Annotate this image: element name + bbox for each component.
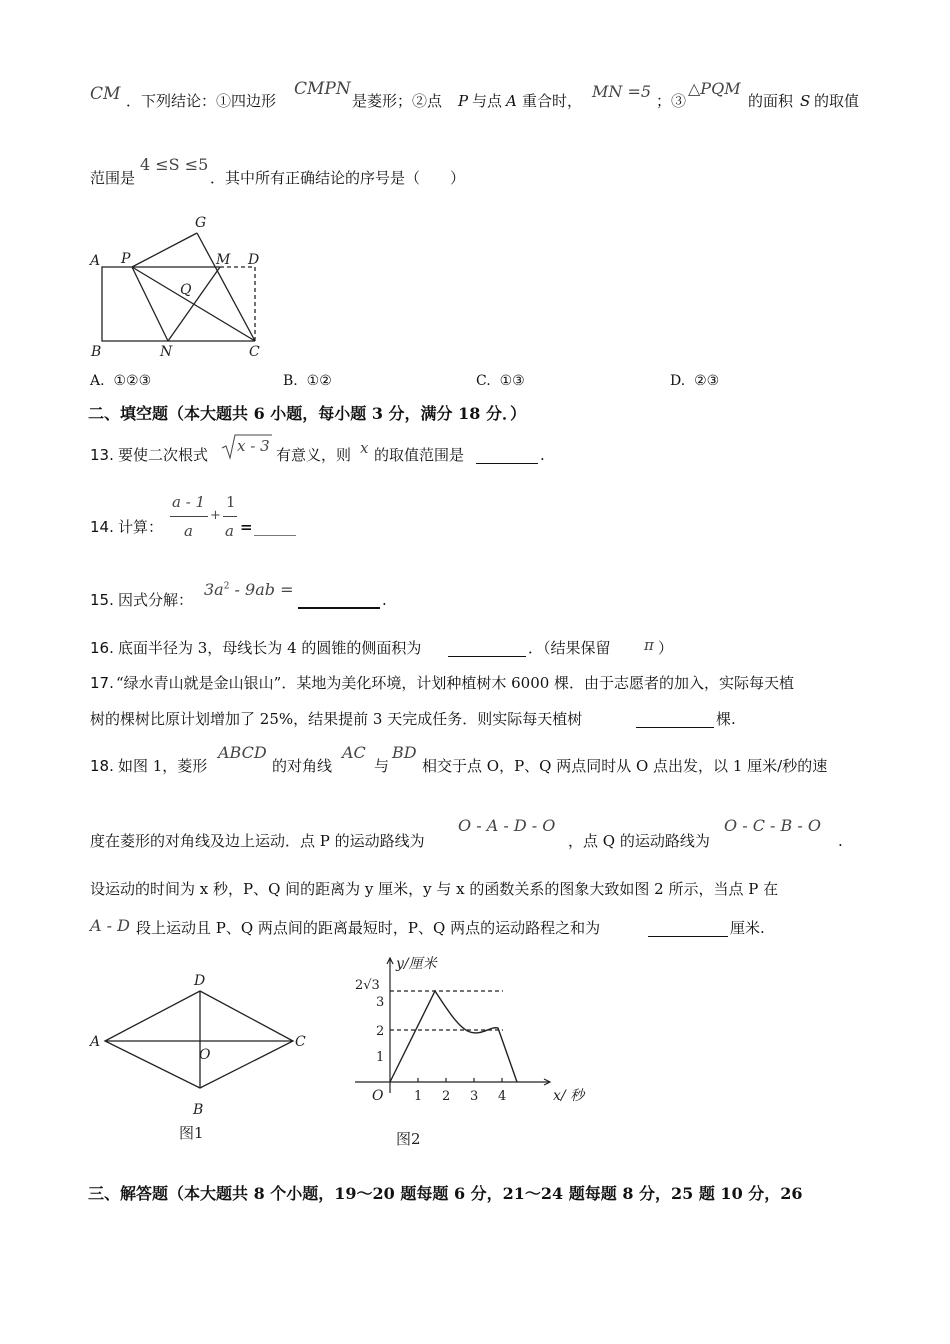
- figure-caption: 图2: [396, 1130, 421, 1148]
- label-o: O: [199, 1047, 211, 1063]
- fraction-numerator: 1: [226, 493, 236, 511]
- var-s: S: [800, 92, 811, 110]
- answer-blank[interactable]: [448, 641, 526, 657]
- text: 重合时，: [522, 92, 583, 110]
- option-label: D.: [670, 373, 686, 389]
- text: 厘米.: [730, 919, 765, 937]
- text: “绿水青山就是金山银山”．某地为美化环境，计划种植树木 6000 棵．由于志愿者的加入，实际每天植: [116, 674, 795, 692]
- label-m: M: [216, 252, 231, 268]
- text: 因式分解：: [118, 591, 194, 609]
- label-n: N: [160, 344, 173, 360]
- text: ．其中所有正确结论的序号是（ ）: [210, 169, 466, 187]
- option-b[interactable]: [283, 374, 332, 388]
- fraction-bar: [170, 516, 208, 517]
- y-tick-1: 1: [376, 1050, 385, 1065]
- origin-label: O: [372, 1088, 384, 1104]
- text: 如图 1，菱形: [118, 757, 208, 775]
- math-pqm: △PQM: [688, 79, 741, 98]
- text: .: [382, 591, 387, 609]
- x-axis-label: x/ 秒: [553, 1088, 585, 1104]
- question-number: 18.: [90, 757, 114, 775]
- answer-blank[interactable]: [636, 712, 714, 728]
- y-tick-top: 2√3: [355, 978, 380, 993]
- text: 与: [374, 757, 390, 775]
- math-ac: AC: [342, 743, 366, 762]
- text: 范围是: [90, 169, 136, 187]
- math-path-p: O - A - D - O: [458, 816, 556, 835]
- q18-line4: [90, 916, 870, 940]
- text: 的对角线: [272, 757, 333, 775]
- math-radicand: x - 3: [237, 437, 270, 455]
- figure-2-graph: [340, 948, 600, 1158]
- text: 底面半径为 3，母线长为 4 的圆锥的侧面积为: [118, 639, 422, 657]
- text: 是菱形；②点: [352, 92, 443, 110]
- section3-heading: 三、解答题（本大题共 8 个小题，19～20 题每题 6 分，21～24 题每题 8 分，25 题 10 分，26: [88, 1184, 803, 1203]
- text: 有意义，则: [276, 446, 352, 464]
- math-bd: BD: [392, 743, 417, 762]
- x-tick-3: 3: [470, 1089, 479, 1104]
- question-number: 14.: [90, 518, 114, 536]
- text: .: [540, 446, 545, 464]
- fraction-denominator: a: [184, 522, 193, 540]
- label-a: A: [90, 1034, 101, 1050]
- answer-blank[interactable]: [298, 607, 380, 609]
- answer-blank[interactable]: [254, 520, 296, 536]
- y-tick-2: 2: [376, 1024, 385, 1039]
- math-path-q: O - C - B - O: [724, 816, 821, 835]
- answer-blank[interactable]: [648, 921, 728, 937]
- label-c: C: [295, 1034, 306, 1050]
- option-c[interactable]: [476, 374, 525, 388]
- q12-figure: [85, 208, 280, 363]
- label-a: A: [90, 253, 101, 269]
- label-c: C: [249, 344, 260, 360]
- math-cm: CM: [90, 84, 121, 104]
- q18-line1: [90, 744, 870, 776]
- option-d[interactable]: [670, 374, 719, 388]
- y-tick-3: 3: [376, 995, 385, 1010]
- question-number: 16.: [90, 639, 114, 657]
- text: 计算：: [118, 518, 164, 536]
- math-ad: A - D: [90, 916, 130, 935]
- option-value: ①②③: [113, 373, 152, 389]
- figure-caption: 图1: [179, 1124, 204, 1142]
- option-a[interactable]: [90, 374, 151, 388]
- option-value: ①③: [499, 373, 525, 389]
- question-number: 15.: [90, 591, 114, 609]
- label-d: D: [248, 252, 260, 268]
- text: 度在菱形的对角线及边上运动．点 P 的运动路线为: [90, 832, 425, 850]
- text: 与点: [472, 92, 503, 110]
- q12-line1: [90, 79, 890, 114]
- x-tick-2: 2: [442, 1089, 451, 1104]
- q14: [90, 492, 390, 544]
- option-value: ①②: [306, 373, 332, 389]
- math-x: x: [360, 439, 369, 457]
- text: 要使二次根式: [118, 446, 209, 464]
- math-expression: $3a^2 - 9ab$ =: [204, 580, 294, 599]
- math-cmpn: CMPN: [294, 79, 351, 99]
- question-number: 13.: [90, 446, 114, 464]
- q17: [90, 674, 870, 730]
- text: 相交于点 O，P、Q 两点同时从 O 点出发，以 1 厘米/秒的速: [422, 757, 828, 775]
- equals-sign: =: [240, 518, 253, 536]
- x-tick-4: 4: [498, 1089, 507, 1104]
- label-b: B: [193, 1102, 204, 1118]
- label-q: Q: [180, 282, 192, 298]
- math-range: 4 ≤S ≤5: [140, 155, 209, 174]
- text: ；③: [656, 92, 687, 110]
- text: 棵.: [716, 710, 736, 728]
- fraction-numerator: a - 1: [172, 493, 206, 511]
- q12-options: [90, 374, 870, 394]
- math-mn: MN =5: [592, 82, 652, 101]
- q15: [90, 578, 410, 612]
- plus-sign: +: [210, 508, 221, 523]
- label-d: D: [194, 973, 206, 989]
- text: 段上运动且 P、Q 两点间的距离最短时，P、Q 两点的运动路程之和为: [136, 919, 601, 937]
- fraction-bar: [223, 516, 237, 517]
- option-value: ②③: [694, 373, 720, 389]
- text: 的面积: [748, 92, 794, 110]
- q12-line2: [90, 156, 690, 186]
- text: ，点 Q 的运动路线为: [568, 832, 710, 850]
- text: 的取值: [814, 92, 860, 110]
- text: .: [838, 832, 843, 850]
- label-p: P: [121, 251, 131, 267]
- y-axis-label: y/厘米: [396, 956, 437, 972]
- math-pi: π: [644, 636, 654, 654]
- math-abcd: ABCD: [218, 743, 267, 762]
- q18-line2: [90, 816, 870, 850]
- text: ．下列结论：①四边形: [126, 92, 277, 110]
- option-label: C.: [476, 373, 491, 389]
- q18-line3: [90, 882, 778, 897]
- text: 的取值范围是: [374, 446, 465, 464]
- question-number: 17.: [90, 674, 114, 692]
- figure-1-rhombus: [85, 966, 315, 1146]
- option-label: B.: [283, 373, 298, 389]
- q13: [90, 434, 590, 466]
- label-b: B: [91, 344, 102, 360]
- label-g: G: [195, 215, 207, 231]
- fraction-denominator: a: [225, 522, 234, 540]
- q16: [90, 638, 690, 660]
- section2-heading: 二、填空题（本大题共 6 小题，每小题 3 分，满分 18 分．）: [88, 404, 526, 423]
- function-curve: [390, 991, 517, 1082]
- text: 设运动的时间为 x 秒，P、Q 间的距离为 y 厘米，y 与 x 的函数关系的图象大致如图 2 所示，当点 P 在: [90, 880, 779, 898]
- point-p: P: [458, 92, 469, 110]
- option-label: A.: [90, 373, 105, 389]
- text: ）: [658, 639, 674, 657]
- x-tick-1: 1: [414, 1089, 423, 1104]
- text: ．（结果保留: [528, 639, 611, 657]
- answer-blank[interactable]: [476, 448, 538, 464]
- text: 树的棵树比原计划增加了 25%，结果提前 3 天完成任务．则实际每天植树: [90, 710, 583, 728]
- point-a: A: [506, 92, 517, 110]
